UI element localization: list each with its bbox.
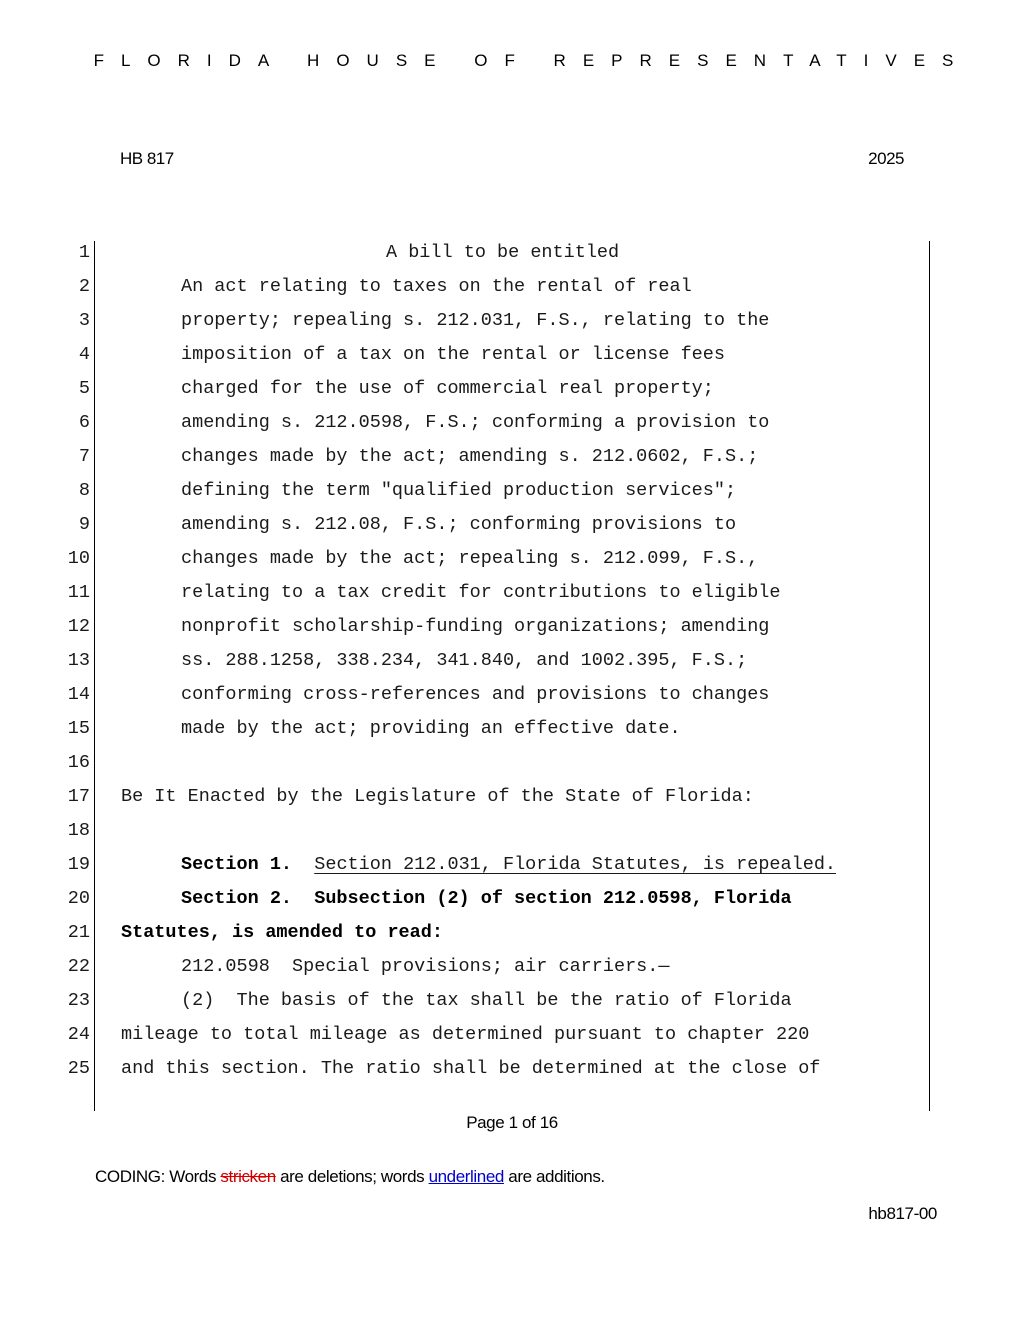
line-text: property; repealing s. 212.031, F.S., relating to the (181, 310, 770, 331)
coding-prefix: CODING: Words (95, 1167, 221, 1186)
line-text: changes made by the act; repealing s. 212.099, F.S., (181, 548, 759, 569)
line-number: 9 (78, 514, 90, 535)
bill-line (0, 712, 1024, 746)
line-number: 11 (67, 582, 90, 603)
bill-line (0, 678, 1024, 712)
line-number: 8 (78, 480, 90, 501)
bill-line (0, 270, 1024, 304)
document-code: hb817-00 (868, 1204, 937, 1223)
line-number: 19 (67, 854, 90, 875)
bill-line (0, 814, 1024, 848)
line-text: Be It Enacted by the Legislature of the State of Florida: (121, 786, 754, 807)
line-number: 22 (67, 956, 90, 977)
line-text (181, 848, 836, 882)
line-text: ss. 288.1258, 338.234, 341.840, and 1002.395, F.S.; (181, 650, 748, 671)
line-text: and this section. The ratio shall be determined at the close of (121, 1058, 821, 1079)
line-number: 15 (67, 718, 90, 739)
line-number: 20 (67, 888, 90, 909)
line-text: defining the term "qualified production services"; (181, 480, 737, 501)
bill-line (0, 338, 1024, 372)
line-text: charged for the use of commercial real property; (181, 378, 714, 399)
line-number: 2 (78, 276, 90, 297)
bill-line (0, 372, 1024, 406)
line-number: 24 (67, 1024, 90, 1045)
bill-line (0, 848, 1024, 882)
bill-number: HB 817 (120, 149, 174, 168)
line-number: 23 (67, 990, 90, 1011)
bill-line (0, 440, 1024, 474)
line-number: 17 (67, 786, 90, 807)
bill-line (0, 474, 1024, 508)
coding-middle: are deletions; words (275, 1167, 429, 1186)
bill-line (0, 576, 1024, 610)
line-number: 6 (78, 412, 90, 433)
bill-line (0, 236, 1024, 270)
bill-line (0, 1018, 1024, 1052)
line-number: 14 (67, 684, 90, 705)
bill-line (0, 916, 1024, 950)
line-text: (2) The basis of the tax shall be the ratio of Florida (181, 990, 792, 1011)
bill-year: 2025 (868, 149, 904, 168)
line-number: 7 (78, 446, 90, 467)
line-text: Statutes, is amended to read: (121, 922, 443, 943)
line-number: 12 (67, 616, 90, 637)
underlined-example: underlined (428, 1167, 504, 1186)
bill-line (0, 1052, 1024, 1086)
bill-line (0, 644, 1024, 678)
line-text: made by the act; providing an effective date. (181, 718, 681, 739)
chamber-header: FLORIDA HOUSE OF REPRESENTATIVES (93, 51, 971, 70)
line-number: 4 (78, 344, 90, 365)
line-text: nonprofit scholarship-funding organizations; amending (181, 616, 770, 637)
line-number: 18 (67, 820, 90, 841)
line-text: A bill to be entitled (386, 242, 620, 263)
bill-line (0, 542, 1024, 576)
bill-line (0, 950, 1024, 984)
line-text: 212.0598 Special provisions; air carriers.— (181, 956, 670, 977)
line-text: changes made by the act; amending s. 212.0602, F.S.; (181, 446, 759, 467)
page-number: Page 1 of 16 (466, 1113, 558, 1132)
line-text: amending s. 212.08, F.S.; conforming provisions to (181, 514, 737, 535)
line-number: 16 (67, 752, 90, 773)
line-text: An act relating to taxes on the rental of real (181, 276, 692, 297)
bill-line (0, 984, 1024, 1018)
coding-legend (95, 1167, 605, 1187)
line-number: 13 (67, 650, 90, 671)
line-number: 10 (67, 548, 90, 569)
line-text: imposition of a tax on the rental or license fees (181, 344, 725, 365)
bill-line (0, 406, 1024, 440)
bill-line (0, 304, 1024, 338)
coding-suffix: are additions. (503, 1167, 605, 1186)
bill-line (0, 610, 1024, 644)
line-number: 21 (67, 922, 90, 943)
line-text: Section 2. Subsection (2) of section 212.0598, Florida (181, 888, 792, 909)
bill-line (0, 882, 1024, 916)
bill-line (0, 746, 1024, 780)
added-text: Section 212.031, Florida Statutes, is repealed. (314, 854, 837, 875)
line-number: 5 (78, 378, 90, 399)
line-number: 25 (67, 1058, 90, 1079)
bill-line (0, 508, 1024, 542)
line-number: 1 (78, 242, 90, 263)
line-text: conforming cross-references and provisions to changes (181, 684, 770, 705)
line-text: mileage to total mileage as determined pursuant to chapter 220 (121, 1024, 810, 1045)
line-text: amending s. 212.0598, F.S.; conforming a provision to (181, 412, 770, 433)
line-number: 3 (78, 310, 90, 331)
section-heading: Section 1. (181, 854, 293, 875)
line-text: relating to a tax credit for contributions to eligible (181, 582, 781, 603)
bill-line (0, 780, 1024, 814)
stricken-example: stricken (220, 1167, 276, 1186)
